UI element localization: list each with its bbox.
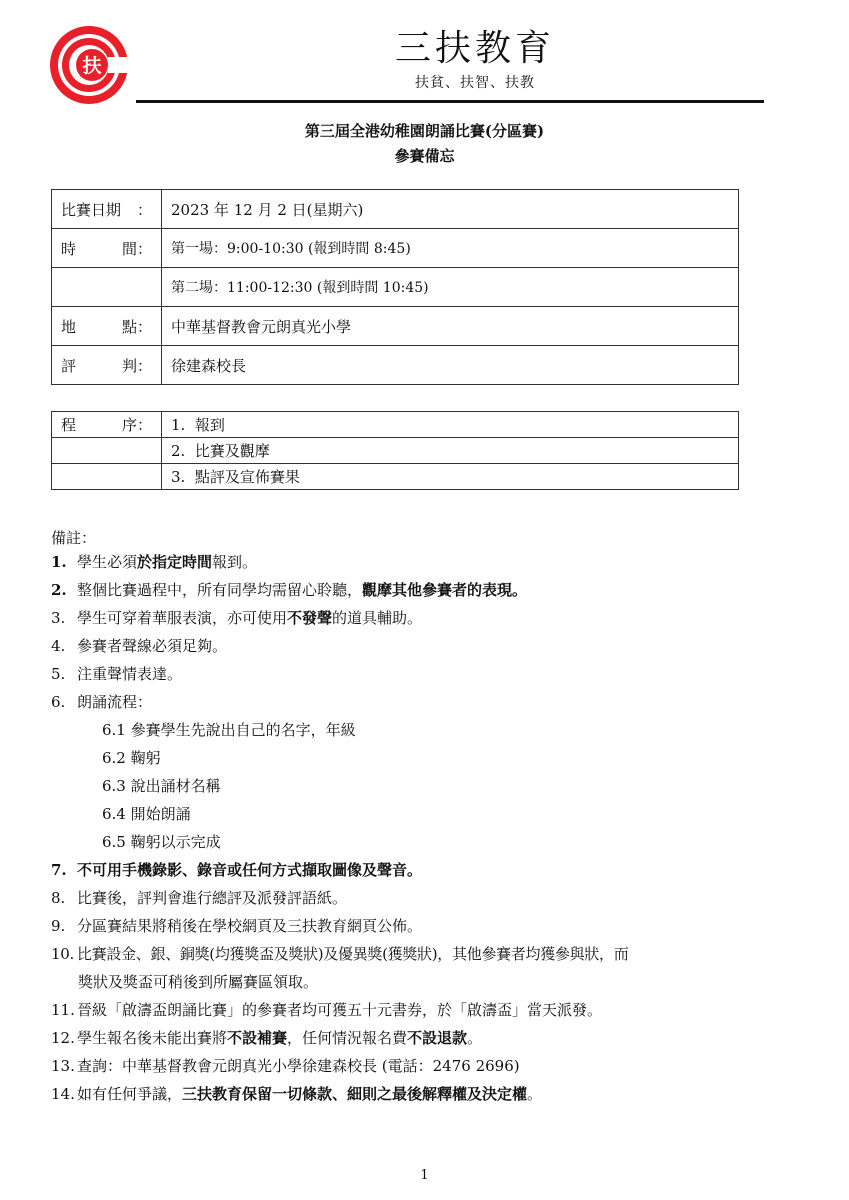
note-subitem: 6.5 鞠躬以示完成 bbox=[102, 833, 221, 851]
note-item: 12. 學生報名後未能出賽將不設補賽，任何情況報名費不設退款。 bbox=[51, 1029, 483, 1047]
program-table bbox=[51, 411, 739, 490]
note-item: 6. 朗誦流程： bbox=[51, 693, 153, 711]
notes-list bbox=[51, 548, 811, 1108]
note-subitem: 6.3 說出誦材名稱 bbox=[102, 777, 221, 795]
table-row bbox=[52, 438, 739, 464]
org-name: 三扶教育 bbox=[394, 28, 555, 69]
note-item: 8. 比賽後，評判會進行總評及派發評語紙。 bbox=[51, 889, 348, 907]
time-value-session-2: 第二場：11:00-12:30 (報到時間 10:45) bbox=[162, 268, 739, 307]
notes-heading: 備註： bbox=[51, 529, 97, 547]
program-step: 3. 點評及宣佈賽果 bbox=[162, 464, 739, 490]
program-step: 2. 比賽及觀摩 bbox=[162, 438, 739, 464]
note-item: 2. 整個比賽過程中，所有同學均需留心聆聽，觀摩其他參賽者的表現。 bbox=[51, 581, 528, 599]
table-row bbox=[52, 307, 739, 346]
empty-label-cell bbox=[52, 438, 162, 464]
note-item: 9. 分區賽結果將稍後在學校網頁及三扶教育網頁公佈。 bbox=[51, 917, 423, 935]
note-item: 10. 比賽設金、銀、銅獎(均獲獎盃及獎狀)及優異獎(獲獎狀)，其他參賽者均獲參與狀，而 bbox=[51, 945, 629, 963]
judge-label: 評 判： bbox=[52, 346, 162, 385]
note-item: 13. 查詢：中華基督教會元朗真光小學徐建森校長 (電話：2476 2696) bbox=[51, 1057, 520, 1075]
note-subitem: 6.2 鞠躬 bbox=[102, 749, 161, 767]
note-item: 4. 參賽者聲線必須足夠。 bbox=[51, 637, 228, 655]
time-label: 時 間： bbox=[52, 229, 162, 268]
page-number: 1 bbox=[420, 1168, 429, 1183]
document-title: 第三屆全港幼稚園朗誦比賽(分區賽) bbox=[304, 122, 545, 140]
time-value-session-1: 第一場：9:00-10:30 (報到時間 8:45) bbox=[162, 229, 739, 268]
header-divider bbox=[136, 100, 764, 103]
note-item: 5. 注重聲情表達。 bbox=[51, 665, 183, 683]
venue-label: 地 點： bbox=[52, 307, 162, 346]
logo-text: 扶 bbox=[82, 55, 102, 77]
note-subitem: 6.1 參賽學生先說出自己的名字，年級 bbox=[102, 721, 356, 739]
note-item: 11. 晉級「啟濤盃朗誦比賽」的參賽者均可獲五十元書券，於「啟濤盃」當天派發。 bbox=[51, 1001, 603, 1019]
document-subtitle: 參賽備忘 bbox=[394, 147, 455, 165]
table-row bbox=[52, 346, 739, 385]
empty-label-cell bbox=[52, 464, 162, 490]
judge-value: 徐建森校長 bbox=[162, 346, 739, 385]
program-label: 程 序： bbox=[52, 412, 162, 438]
note-item-continuation: 獎狀及獎盃可稍後到所屬賽區領取。 bbox=[78, 973, 319, 991]
date-value: 2023 年 12 月 2 日(星期六) bbox=[162, 190, 739, 229]
note-item: 3. 學生可穿着華服表演，亦可使用不發聲的道具輔助。 bbox=[51, 609, 423, 627]
note-item: 14. 如有任何爭議，三扶教育保留一切條款、細則之最後解釋權及決定權。 bbox=[51, 1085, 543, 1103]
note-subitem: 6.4 開始朗誦 bbox=[102, 805, 191, 823]
info-table bbox=[51, 189, 739, 385]
note-item: 1. 學生必須於指定時間報到。 bbox=[51, 553, 258, 571]
table-row bbox=[52, 229, 739, 268]
date-label: 比賽日期 ： bbox=[52, 190, 162, 229]
company-logo-icon bbox=[48, 24, 130, 106]
table-row bbox=[52, 268, 739, 307]
empty-label-cell bbox=[52, 268, 162, 307]
program-step: 1. 報到 bbox=[162, 412, 739, 438]
table-row bbox=[52, 464, 739, 490]
table-row bbox=[52, 412, 739, 438]
table-row bbox=[52, 190, 739, 229]
note-item: 7. 不可用手機錄影、錄音或任何方式擷取圖像及聲音。 bbox=[51, 861, 423, 879]
venue-value: 中華基督教會元朗真光小學 bbox=[162, 307, 739, 346]
org-tagline: 扶貧、扶智、扶教 bbox=[415, 75, 535, 91]
